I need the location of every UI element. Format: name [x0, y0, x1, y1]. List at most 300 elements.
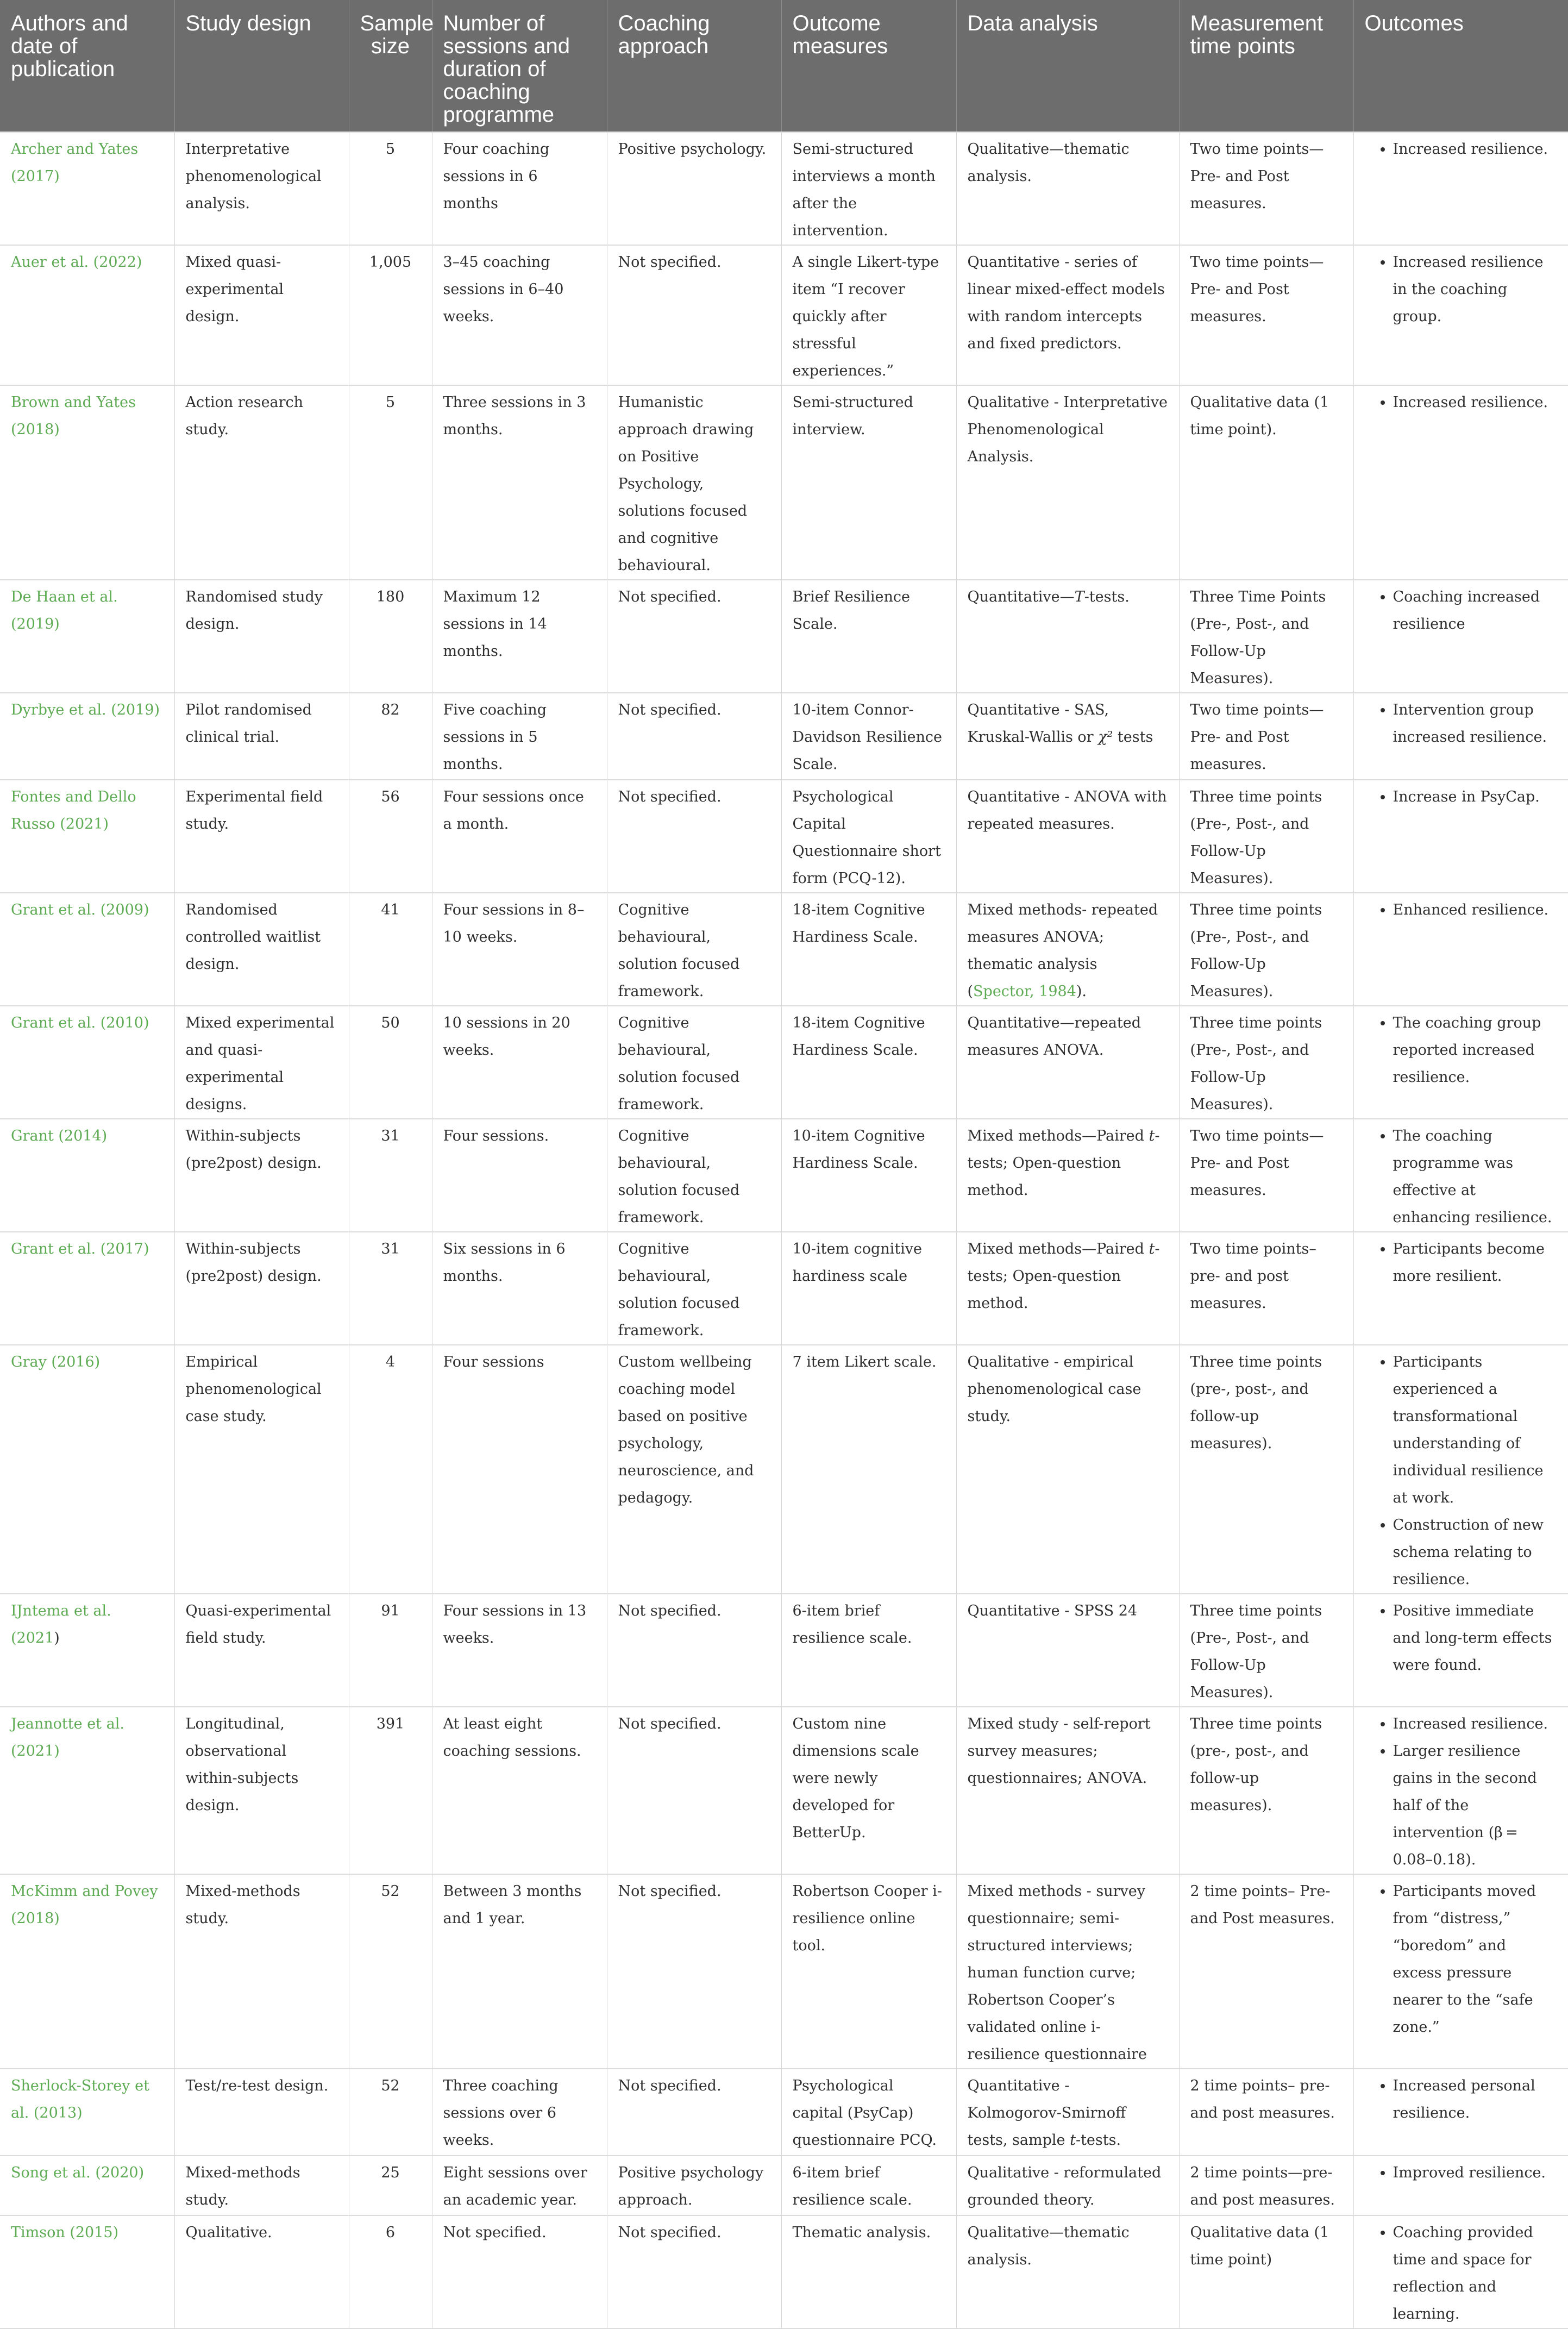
- list-item: • Coaching provided time and space for reflection and learning.: [1393, 2219, 1558, 2328]
- author-link[interactable]: Timson (2015): [11, 2224, 119, 2241]
- outcomes-cell: [1353, 1006, 1568, 1119]
- sample-size-cell: [349, 1232, 432, 1345]
- coaching-approach-cell: [607, 385, 781, 580]
- time-points-text: Three time points (pre-, post-, and follow-up measures).: [1190, 1716, 1322, 1814]
- author-link[interactable]: Fontes and Dello Russo (2021): [11, 788, 136, 832]
- author-cell: [0, 245, 174, 385]
- sessions-cell: [432, 245, 607, 385]
- coaching-approach-text: Positive psychology approach.: [618, 2164, 764, 2208]
- author-suffix: ): [54, 1630, 60, 1646]
- sessions-cell: [432, 385, 607, 580]
- outcome-measures-text: 6-item brief resilience scale.: [792, 1602, 912, 1646]
- header-study-design: Study design: [174, 0, 349, 132]
- study-design-cell: [174, 1594, 349, 1707]
- coaching-approach-text: Not specified.: [618, 1883, 722, 1900]
- outcomes-cell: [1353, 1345, 1568, 1594]
- data-analysis-text: tests: [1113, 729, 1153, 746]
- sample-size-cell: [349, 1874, 432, 2069]
- table-row: [0, 385, 1568, 580]
- outcomes-list: [1365, 1123, 1558, 1231]
- reference-link[interactable]: Spector, 1984: [973, 983, 1076, 1000]
- list-item: • Increased resilience.: [1393, 136, 1558, 163]
- time-points-text: Qualitative data (1 time point): [1190, 2224, 1329, 2268]
- outcome-measures-cell: [781, 1707, 956, 1874]
- sessions-cell: [432, 580, 607, 693]
- sessions-cell: [432, 1345, 607, 1594]
- outcome-measures-text: A single Likert-type item “I recover quickly after stressful experiences.”: [792, 254, 939, 379]
- sample-size-value: 4: [385, 1354, 396, 1370]
- outcomes-cell: [1353, 693, 1568, 780]
- study-design-text: Mixed-methods study.: [185, 2164, 300, 2208]
- study-design-text: Within-subjects (pre2post) design.: [185, 1241, 322, 1285]
- author-cell: [0, 1006, 174, 1119]
- author-cell: [0, 2069, 174, 2156]
- sample-size-cell: [349, 132, 432, 245]
- outcomes-list: [1365, 2159, 1558, 2187]
- sessions-text: Between 3 months and 1 year.: [443, 1883, 582, 1927]
- sample-size-cell: [349, 580, 432, 693]
- table-row: [0, 2215, 1568, 2328]
- outcome-measures-cell: [781, 1232, 956, 1345]
- list-item: • Coaching increased resilience: [1393, 584, 1558, 638]
- outcomes-cell: [1353, 1707, 1568, 1874]
- outcomes-list: [1365, 584, 1558, 638]
- coaching-approach-text: Not specified.: [618, 2077, 722, 2094]
- time-points-cell: [1179, 385, 1353, 580]
- outcome-measures-cell: [781, 1594, 956, 1707]
- outcome-measures-text: 10-item Cognitive Hardiness Scale.: [792, 1128, 925, 1172]
- outcomes-list: [1365, 2219, 1558, 2328]
- list-item: • Increased resilience.: [1393, 1711, 1558, 1738]
- author-link[interactable]: Brown and Yates (2018): [11, 394, 136, 438]
- outcome-measures-cell: [781, 780, 956, 893]
- sample-size-cell: [349, 2069, 432, 2156]
- sample-size-cell: [349, 1006, 432, 1119]
- table-row: [0, 1345, 1568, 1594]
- header-data-analysis: Data analysis: [956, 0, 1179, 132]
- coaching-approach-cell: [607, 132, 781, 245]
- outcomes-cell: [1353, 780, 1568, 893]
- author-link[interactable]: Grant et al. (2010): [11, 1015, 149, 1031]
- data-analysis-text: Qualitative—thematic analysis.: [967, 141, 1130, 185]
- author-link[interactable]: Grant et al. (2009): [11, 901, 149, 918]
- study-design-text: Randomised study design.: [185, 588, 323, 633]
- outcomes-list: [1365, 389, 1558, 416]
- data-analysis-text: Mixed methods- repeated measures ANOVA; thematic analysis (: [967, 901, 1158, 1000]
- sessions-text: Four sessions.: [443, 1128, 549, 1144]
- study-design-cell: [174, 2215, 349, 2328]
- outcomes-list: [1365, 1878, 1558, 2041]
- data-analysis-cell: [956, 385, 1179, 580]
- outcomes-list: [1365, 784, 1558, 811]
- table-row: [0, 780, 1568, 893]
- time-points-text: Three time points (Pre-, Post-, and Follow-Up Measures).: [1190, 1015, 1322, 1113]
- study-design-text: Mixed quasi-experimental design.: [185, 254, 284, 325]
- data-analysis-italic: t: [1070, 2132, 1076, 2149]
- time-points-cell: [1179, 1006, 1353, 1119]
- study-design-text: Test/re-test design.: [185, 2077, 329, 2094]
- time-points-cell: [1179, 780, 1353, 893]
- time-points-cell: [1179, 580, 1353, 693]
- outcome-measures-text: 7 item Likert scale.: [792, 1354, 937, 1370]
- outcome-measures-text: Semi-structured interviews a month after the intervention.: [792, 141, 936, 239]
- data-analysis-text: -tests.: [1075, 2132, 1121, 2149]
- table-row: [0, 1874, 1568, 2069]
- sample-size-cell: [349, 1707, 432, 1874]
- coaching-approach-cell: [607, 1345, 781, 1594]
- time-points-cell: [1179, 1232, 1353, 1345]
- coaching-approach-cell: [607, 780, 781, 893]
- sessions-cell: [432, 1707, 607, 1874]
- time-points-text: 2 time points—pre-and post measures.: [1190, 2164, 1335, 2208]
- list-item: • Participants become more resilient.: [1393, 1236, 1558, 1290]
- data-analysis-cell: [956, 1232, 1179, 1345]
- outcomes-list: [1365, 249, 1558, 330]
- header-outcome-measures: Outcome measures: [781, 0, 956, 132]
- study-design-text: Mixed-methods study.: [185, 1883, 300, 1927]
- study-design-text: Action research study.: [185, 394, 304, 438]
- sessions-cell: [432, 2215, 607, 2328]
- coaching-approach-cell: [607, 1594, 781, 1707]
- sessions-text: At least eight coaching sessions.: [443, 1716, 581, 1760]
- coaching-approach-text: Cognitive behavioural, solution focused framework.: [618, 1015, 740, 1113]
- study-design-cell: [174, 1119, 349, 1232]
- header-time-points: Measurement time points: [1179, 0, 1353, 132]
- outcome-measures-cell: [781, 1119, 956, 1232]
- author-link[interactable]: Grant (2014): [11, 1128, 108, 1144]
- outcome-measures-text: 10-item cognitive hardiness scale: [792, 1241, 923, 1285]
- outcome-measures-text: Brief Resilience Scale.: [792, 588, 910, 633]
- study-design-text: Quasi-experimental field study.: [185, 1602, 331, 1646]
- time-points-text: Three time points (Pre-, Post-, and Follow-Up Measures).: [1190, 788, 1322, 887]
- outcome-measures-cell: [781, 385, 956, 580]
- header-row: [0, 0, 1568, 132]
- outcomes-cell: [1353, 2069, 1568, 2156]
- data-analysis-cell: [956, 1119, 1179, 1232]
- author-cell: [0, 1707, 174, 1874]
- time-points-text: Three Time Points (Pre-, Post-, and Follow-Up Measures).: [1190, 588, 1326, 687]
- time-points-cell: [1179, 693, 1353, 780]
- data-analysis-cell: [956, 1006, 1179, 1119]
- list-item: • Increased personal resilience.: [1393, 2073, 1558, 2127]
- sample-size-cell: [349, 693, 432, 780]
- sample-size-value: 1,005: [369, 254, 412, 271]
- data-analysis-text: Mixed study - self-report survey measures; questionnaires; ANOVA.: [967, 1716, 1151, 1787]
- outcomes-cell: [1353, 580, 1568, 693]
- outcomes-cell: [1353, 385, 1568, 580]
- study-design-text: Within-subjects (pre2post) design.: [185, 1128, 322, 1172]
- author-link[interactable]: Auer et al. (2022): [11, 254, 142, 271]
- sample-size-value: 50: [381, 1015, 400, 1031]
- data-analysis-text: -tests; Open-question method.: [967, 1128, 1160, 1199]
- author-link[interactable]: Sherlock-Storey et al. (2013): [11, 2077, 149, 2121]
- author-cell: [0, 1345, 174, 1594]
- header-sample-size: Sample size: [349, 0, 432, 132]
- data-analysis-cell: [956, 2215, 1179, 2328]
- data-analysis-text: Quantitative - series of linear mixed-effect models with random intercepts and fixed predictors.: [967, 254, 1165, 352]
- data-analysis-text: Quantitative—repeated measures ANOVA.: [967, 1015, 1141, 1059]
- coaching-approach-text: Not specified.: [618, 254, 722, 271]
- data-analysis-italic: T: [1074, 588, 1084, 605]
- author-link[interactable]: Grant et al. (2017): [11, 1241, 149, 1257]
- sessions-text: Maximum 12 sessions in 14 months.: [443, 588, 547, 660]
- study-design-text: Randomised controlled waitlist design.: [185, 901, 321, 973]
- outcomes-list: [1365, 1598, 1558, 1679]
- sample-size-value: 56: [381, 788, 400, 805]
- sample-size-value: 91: [381, 1602, 400, 1619]
- outcomes-cell: [1353, 1232, 1568, 1345]
- study-design-cell: [174, 132, 349, 245]
- sessions-text: Four sessions once a month.: [443, 788, 584, 832]
- sessions-cell: [432, 1594, 607, 1707]
- sample-size-cell: [349, 1119, 432, 1232]
- sample-size-cell: [349, 893, 432, 1006]
- data-analysis-text: Quantitative—: [967, 588, 1075, 605]
- data-analysis-italic: t: [1149, 1128, 1155, 1144]
- outcomes-cell: [1353, 132, 1568, 245]
- list-item: • The coaching group reported increased resilience.: [1393, 1010, 1558, 1091]
- time-points-text: Three time points (pre-, post-, and follow-up measures).: [1190, 1354, 1322, 1452]
- time-points-cell: [1179, 2156, 1353, 2215]
- coaching-approach-cell: [607, 2069, 781, 2156]
- outcomes-list: [1365, 2073, 1558, 2127]
- author-cell: [0, 385, 174, 580]
- time-points-cell: [1179, 2215, 1353, 2328]
- outcome-measures-cell: [781, 132, 956, 245]
- study-design-cell: [174, 2156, 349, 2215]
- sample-size-cell: [349, 385, 432, 580]
- author-link[interactable]: Gray (2016): [11, 1354, 101, 1370]
- sample-size-value: 52: [381, 2077, 400, 2094]
- list-item: • Larger resilience gains in the second half of the intervention (β = 0.08–0.18).: [1393, 1738, 1558, 1874]
- author-link[interactable]: De Haan et al. (2019): [11, 588, 118, 633]
- sessions-text: Four sessions: [443, 1354, 544, 1370]
- list-item: • The coaching programme was effective at enhancing resilience.: [1393, 1123, 1558, 1231]
- sessions-text: Six sessions in 6 months.: [443, 1241, 566, 1285]
- sessions-cell: [432, 693, 607, 780]
- author-cell: [0, 132, 174, 245]
- coaching-approach-text: Cognitive behavioural, solution focused framework.: [618, 1241, 740, 1339]
- sessions-cell: [432, 1874, 607, 2069]
- time-points-text: Qualitative data (1 time point).: [1190, 394, 1329, 438]
- data-analysis-text: Qualitative—thematic analysis.: [967, 2224, 1130, 2268]
- study-design-cell: [174, 385, 349, 580]
- table-row: [0, 1006, 1568, 1119]
- outcome-measures-text: Thematic analysis.: [792, 2224, 931, 2241]
- sample-size-value: 41: [381, 901, 400, 918]
- outcome-measures-cell: [781, 2156, 956, 2215]
- sample-size-value: 52: [381, 1883, 400, 1900]
- time-points-cell: [1179, 1345, 1353, 1594]
- sessions-text: Three coaching sessions over 6 weeks.: [443, 2077, 559, 2149]
- study-design-cell: [174, 1345, 349, 1594]
- time-points-text: Two time points—Pre- and Post measures.: [1190, 702, 1324, 773]
- coaching-approach-cell: [607, 2215, 781, 2328]
- coaching-approach-cell: [607, 245, 781, 385]
- sessions-cell: [432, 1232, 607, 1345]
- header-coaching-approach: Coaching approach: [607, 0, 781, 132]
- outcome-measures-cell: [781, 1006, 956, 1119]
- author-link[interactable]: Jeannotte et al. (2021): [11, 1716, 124, 1760]
- sample-size-cell: [349, 780, 432, 893]
- list-item: • Participants experienced a transformational understanding of individual resilience at work.: [1393, 1349, 1558, 1512]
- coaching-approach-text: Cognitive behavioural, solution focused framework.: [618, 1128, 740, 1226]
- study-design-text: Longitudinal, observational within-subjects design.: [185, 1716, 299, 1814]
- study-design-cell: [174, 780, 349, 893]
- study-design-text: Empirical phenomenological case study.: [185, 1354, 322, 1425]
- data-analysis-cell: [956, 2069, 1179, 2156]
- sessions-cell: [432, 893, 607, 1006]
- data-analysis-cell: [956, 1874, 1179, 2069]
- study-design-cell: [174, 1874, 349, 2069]
- data-analysis-cell: [956, 893, 1179, 1006]
- table-row: [0, 2069, 1568, 2156]
- data-analysis-cell: [956, 1345, 1179, 1594]
- author-link[interactable]: IJntema et al. (2021: [11, 1602, 111, 1646]
- outcomes-list: [1365, 697, 1558, 751]
- sample-size-cell: [349, 245, 432, 385]
- data-analysis-cell: [956, 780, 1179, 893]
- data-analysis-italic: t: [1149, 1241, 1155, 1257]
- outcome-measures-cell: [781, 245, 956, 385]
- sessions-text: Four coaching sessions in 6 months: [443, 141, 550, 212]
- data-analysis-text: Quantitative - Kolmogorov-Smirnoff tests, sample: [967, 2077, 1126, 2149]
- outcome-measures-text: Robertson Cooper i-resilience online tool.: [792, 1883, 942, 1954]
- outcomes-list: [1365, 1711, 1558, 1874]
- outcome-measures-cell: [781, 1345, 956, 1594]
- study-design-cell: [174, 893, 349, 1006]
- data-analysis-cell: [956, 132, 1179, 245]
- outcomes-cell: [1353, 2215, 1568, 2328]
- outcomes-list: [1365, 1010, 1558, 1091]
- outcomes-list: [1365, 1349, 1558, 1593]
- time-points-text: Three time points (Pre-, Post-, and Follow-Up Measures).: [1190, 901, 1322, 1000]
- author-cell: [0, 780, 174, 893]
- time-points-cell: [1179, 1594, 1353, 1707]
- time-points-cell: [1179, 1874, 1353, 2069]
- outcomes-cell: [1353, 2156, 1568, 2215]
- sessions-text: 3–45 coaching sessions in 6–40 weeks.: [443, 254, 564, 325]
- data-analysis-text: Qualitative - empirical phenomenological case study.: [967, 1354, 1141, 1425]
- study-design-cell: [174, 580, 349, 693]
- coaching-approach-cell: [607, 1232, 781, 1345]
- data-analysis-text: -tests; Open-question method.: [967, 1241, 1160, 1312]
- outcomes-cell: [1353, 1874, 1568, 2069]
- time-points-cell: [1179, 1707, 1353, 1874]
- sample-size-value: 31: [381, 1128, 400, 1144]
- outcome-measures-cell: [781, 693, 956, 780]
- list-item: • Positive immediate and long-term effects were found.: [1393, 1598, 1558, 1679]
- list-item: • Increase in PsyCap.: [1393, 784, 1558, 811]
- time-points-text: Two time points– pre- and post measures.: [1190, 1241, 1316, 1312]
- header-outcomes: Outcomes: [1353, 0, 1568, 132]
- outcome-measures-cell: [781, 893, 956, 1006]
- author-link[interactable]: McKimm and Povey (2018): [11, 1883, 158, 1927]
- sessions-text: Four sessions in 13 weeks.: [443, 1602, 587, 1646]
- outcome-measures-text: Psychological Capital Questionnaire short form (PCQ-12).: [792, 788, 941, 887]
- sessions-text: Four sessions in 8–10 weeks.: [443, 901, 585, 946]
- author-link[interactable]: Dyrbye et al. (2019): [11, 702, 160, 718]
- sample-size-value: 6: [385, 2224, 396, 2241]
- author-cell: [0, 1119, 174, 1232]
- list-item: • Increased resilience.: [1393, 389, 1558, 416]
- coaching-approach-text: Not specified.: [618, 1602, 722, 1619]
- sessions-cell: [432, 132, 607, 245]
- sessions-text: 10 sessions in 20 weeks.: [443, 1015, 570, 1059]
- coaching-approach-cell: [607, 580, 781, 693]
- outcomes-list: [1365, 897, 1558, 924]
- coaching-approach-text: Not specified.: [618, 702, 722, 718]
- sample-size-cell: [349, 1345, 432, 1594]
- list-item: • Construction of new schema relating to resilience.: [1393, 1512, 1558, 1593]
- sample-size-value: 5: [385, 141, 396, 158]
- table-row: [0, 580, 1568, 693]
- sample-size-value: 25: [381, 2164, 400, 2181]
- author-cell: [0, 2215, 174, 2328]
- coaching-approach-text: Positive psychology.: [618, 141, 767, 158]
- table-row: [0, 1119, 1568, 1232]
- outcomes-cell: [1353, 893, 1568, 1006]
- list-item: • Improved resilience.: [1393, 2159, 1558, 2187]
- study-design-cell: [174, 693, 349, 780]
- author-link[interactable]: Song et al. (2020): [11, 2164, 145, 2181]
- coaching-approach-cell: [607, 1707, 781, 1874]
- author-link[interactable]: Archer and Yates (2017): [11, 141, 139, 185]
- sessions-text: Not specified.: [443, 2224, 547, 2241]
- table-row: [0, 1594, 1568, 1707]
- coaching-approach-cell: [607, 693, 781, 780]
- outcome-measures-text: 6-item brief resilience scale.: [792, 2164, 912, 2208]
- author-cell: [0, 893, 174, 1006]
- list-item: • Participants moved from “distress,” “boredom” and excess pressure nearer to the “safe zone.”: [1393, 1878, 1558, 2041]
- author-cell: [0, 693, 174, 780]
- coaching-approach-text: Cognitive behavioural, solution focused framework.: [618, 901, 740, 1000]
- author-cell: [0, 2156, 174, 2215]
- coaching-approach-cell: [607, 2156, 781, 2215]
- table-row: [0, 893, 1568, 1006]
- outcome-measures-text: Semi-structured interview.: [792, 394, 913, 438]
- coaching-approach-text: Humanistic approach drawing on Positive Psychology, solutions focused and cognitive behavioural.: [618, 394, 754, 574]
- sessions-cell: [432, 2156, 607, 2215]
- outcome-measures-text: 18-item Cognitive Hardiness Scale.: [792, 1015, 925, 1059]
- data-analysis-text: Quantitative - SAS, Kruskal-Wallis or: [967, 702, 1109, 746]
- coaching-approach-text: Not specified.: [618, 788, 722, 805]
- sample-size-value: 31: [381, 1241, 400, 1257]
- time-points-cell: [1179, 245, 1353, 385]
- data-analysis-cell: [956, 1707, 1179, 1874]
- sessions-text: Eight sessions over an academic year.: [443, 2164, 587, 2208]
- sample-size-cell: [349, 2156, 432, 2215]
- study-design-cell: [174, 245, 349, 385]
- sample-size-value: 180: [376, 588, 405, 605]
- data-analysis-text: Mixed methods—Paired: [967, 1241, 1149, 1257]
- outcome-measures-cell: [781, 2069, 956, 2156]
- data-analysis-text: Quantitative - SPSS 24: [967, 1602, 1138, 1619]
- outcome-measures-text: 10-item Connor-Davidson Resilience Scale.: [792, 702, 943, 773]
- study-design-cell: [174, 1006, 349, 1119]
- time-points-text: Two time points—Pre- and Post measures.: [1190, 1128, 1324, 1199]
- time-points-text: Two time points—Pre- and Post measures.: [1190, 254, 1324, 325]
- sample-size-cell: [349, 1594, 432, 1707]
- coaching-approach-text: Custom wellbeing coaching model based on positive psychology, neuroscience, and pedagogy.: [618, 1354, 754, 1506]
- table-row: [0, 1232, 1568, 1345]
- coaching-approach-cell: [607, 1006, 781, 1119]
- outcome-measures-cell: [781, 2215, 956, 2328]
- data-analysis-text: Mixed methods—Paired: [967, 1128, 1149, 1144]
- coaching-approach-cell: [607, 1119, 781, 1232]
- time-points-text: Three time points (Pre-, Post-, and Follow-Up Measures).: [1190, 1602, 1322, 1701]
- time-points-cell: [1179, 132, 1353, 245]
